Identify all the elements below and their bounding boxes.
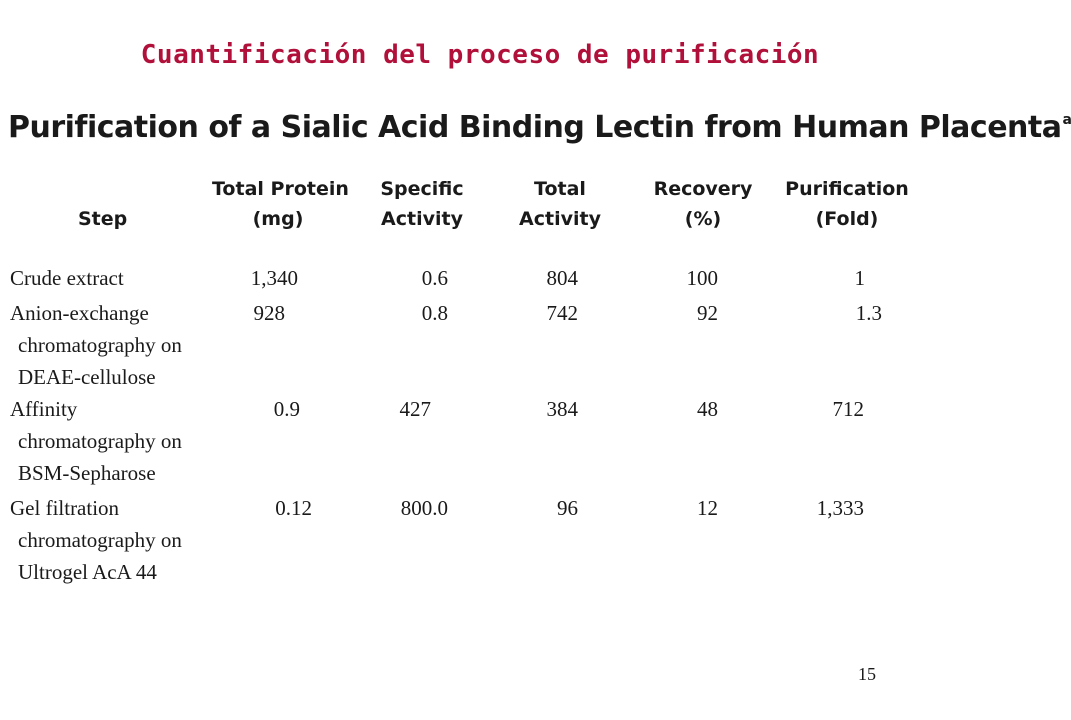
total-protein-cell: 0.12 (275, 496, 312, 520)
specific-activity-cell: 427 (399, 397, 431, 421)
step-cell (10, 492, 182, 588)
header-step: Step (78, 208, 128, 230)
table-title-footnote: a (1062, 112, 1071, 128)
step-name: Affinity (10, 397, 78, 421)
specific-activity-cell: 0.8 (421, 301, 448, 325)
header-specific-activity-line1: Specific (380, 178, 464, 200)
step-name-cont: chromatography on (18, 429, 182, 453)
specific-activity-cell: 800.0 (400, 496, 448, 520)
total-activity-cell: 384 (546, 397, 578, 421)
step-name-cont: chromatography on (18, 528, 182, 552)
total-protein-cell: 0.9 (273, 397, 300, 421)
step-cell (10, 393, 182, 489)
purification-cell: 712 (832, 397, 864, 421)
header-total-activity (512, 174, 608, 234)
header-total-protein-line2: (mg) (252, 208, 304, 230)
header-total-protein (212, 174, 349, 234)
step-name: Gel filtration (10, 496, 120, 520)
recovery-cell: 12 (697, 496, 718, 520)
total-activity-cell: 804 (546, 266, 578, 290)
header-total-activity-line2: Activity (519, 208, 601, 230)
purification-cell: 1.3 (855, 301, 882, 325)
total-activity-cell: 742 (546, 301, 578, 325)
header-specific-activity (372, 174, 472, 234)
purification-cell: 1,333 (816, 496, 864, 520)
header-recovery (650, 174, 756, 234)
recovery-cell: 48 (697, 397, 718, 421)
step-name-cont: Ultrogel AcA 44 (18, 560, 157, 584)
total-protein-cell: 928 (253, 301, 285, 325)
step-name-cont: BSM-Sepharose (18, 461, 156, 485)
header-purification-line1: Purification (785, 178, 909, 200)
slide-title: Cuantificación del proceso de purificación (140, 40, 820, 70)
specific-activity-cell: 0.6 (421, 266, 448, 290)
table-title-text: Purification of a Sialic Acid Binding Lectin from Human Placenta (8, 110, 1062, 145)
header-total-activity-line1: Total (534, 178, 586, 200)
step-name: Crude extract (10, 266, 124, 290)
total-protein-cell: 1,340 (250, 266, 298, 290)
step-name-cont: chromatography on (18, 333, 182, 357)
header-purification-line2: (Fold) (815, 208, 879, 230)
purification-cell: 1 (854, 266, 865, 290)
page-number: 15 (858, 664, 876, 684)
table-title (8, 110, 1071, 145)
step-name: Anion-exchange (10, 301, 149, 325)
step-cell (10, 297, 182, 393)
header-specific-activity-line2: Activity (381, 208, 463, 230)
recovery-cell: 92 (697, 301, 718, 325)
header-recovery-line2: (%) (684, 208, 722, 230)
recovery-cell: 100 (686, 266, 718, 290)
header-purification (782, 174, 912, 234)
header-recovery-line1: Recovery (653, 178, 753, 200)
step-name-cont: DEAE-cellulose (18, 365, 156, 389)
step-cell (10, 262, 124, 294)
total-activity-cell: 96 (557, 496, 578, 520)
header-total-protein-line1: Total Protein (212, 178, 349, 200)
